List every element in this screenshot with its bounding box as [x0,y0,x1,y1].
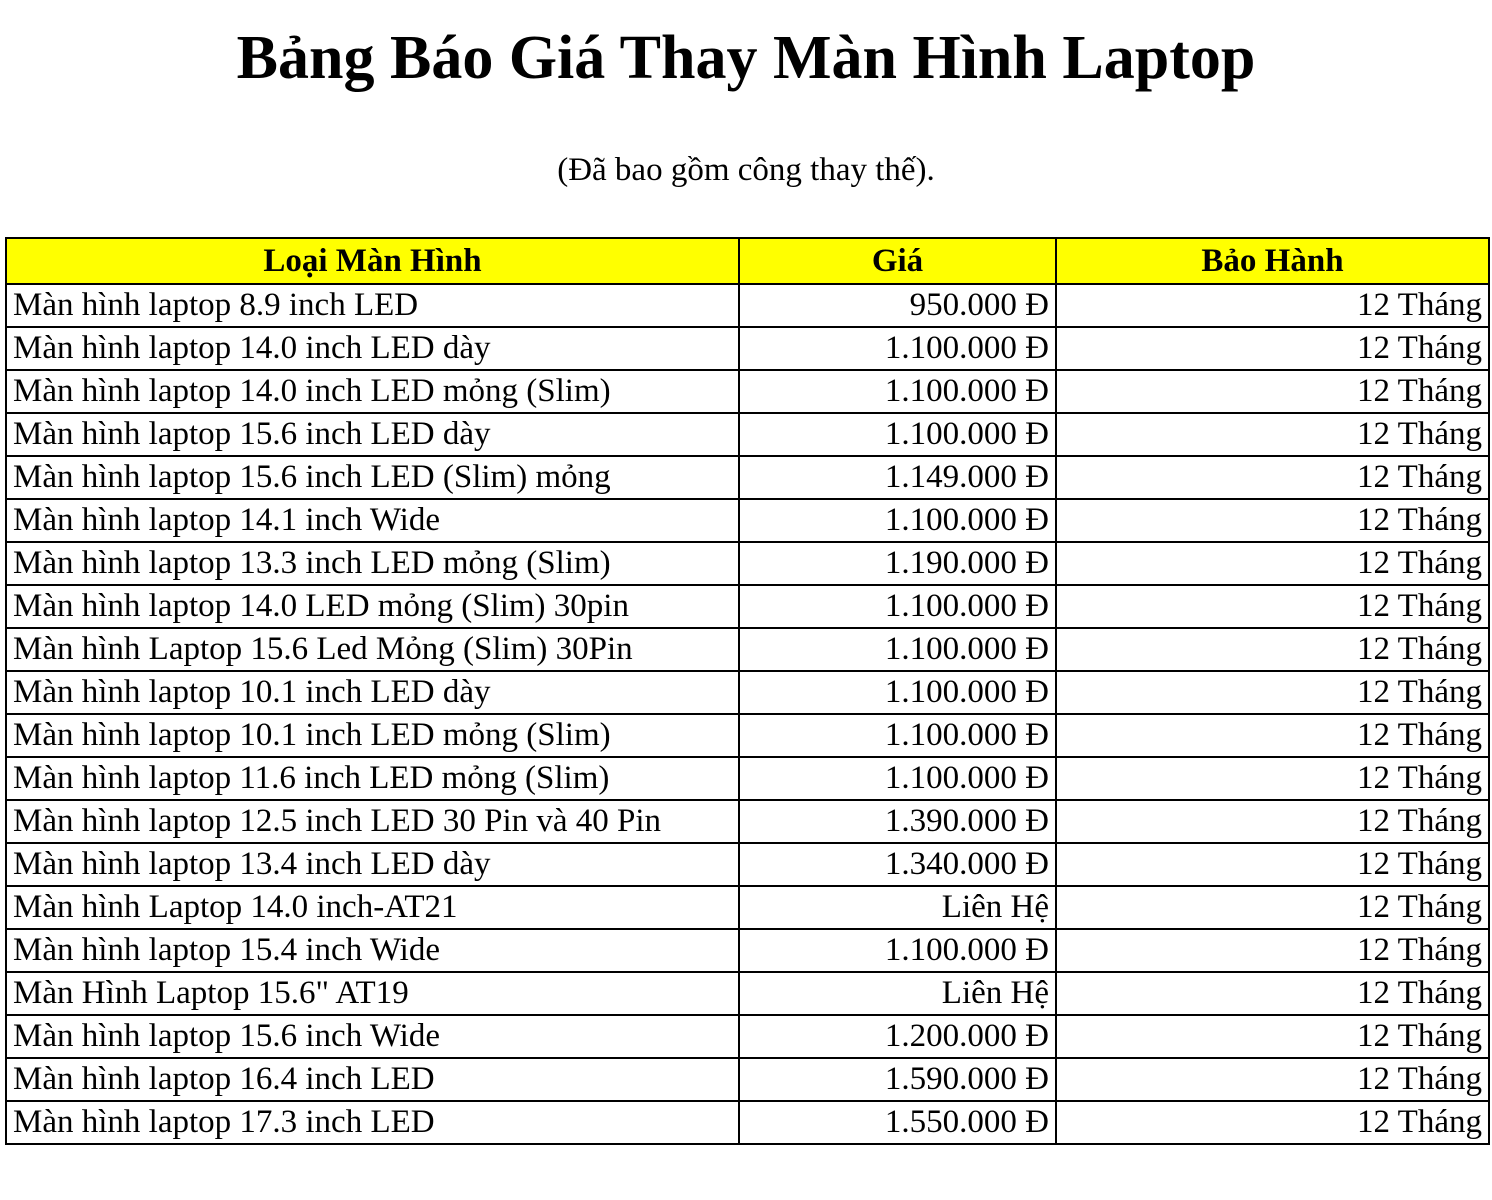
table-row [6,714,1489,757]
warranty-cell: 12 Tháng [1056,327,1489,370]
screen-type-cell: Màn hình laptop 13.4 inch LED dày [6,843,739,886]
screen-type-cell: Màn hình laptop 8.9 inch LED [6,284,739,327]
warranty-cell: 12 Tháng [1056,370,1489,413]
table-row [6,370,1489,413]
warranty-cell: 12 Tháng [1056,628,1489,671]
screen-type-cell: Màn hình Laptop 14.0 inch-AT21 [6,886,739,929]
price-table-header [6,238,1489,284]
warranty-cell: 12 Tháng [1056,284,1489,327]
table-row [6,972,1489,1015]
price-cell: 1.100.000 Đ [739,628,1056,671]
warranty-cell: 12 Tháng [1056,714,1489,757]
price-cell: 1.100.000 Đ [739,499,1056,542]
warranty-cell: 12 Tháng [1056,843,1489,886]
screen-type-cell: Màn hình laptop 16.4 inch LED [6,1058,739,1101]
table-row [6,843,1489,886]
price-cell: 1.100.000 Đ [739,671,1056,714]
table-row [6,499,1489,542]
warranty-cell: 12 Tháng [1056,585,1489,628]
table-row [6,757,1489,800]
screen-type-cell: Màn hình laptop 15.6 inch Wide [6,1015,739,1058]
table-row [6,327,1489,370]
table-row [6,284,1489,327]
price-cell: 1.200.000 Đ [739,1015,1056,1058]
price-cell: 1.590.000 Đ [739,1058,1056,1101]
price-cell: 1.190.000 Đ [739,542,1056,585]
price-cell: 1.100.000 Đ [739,714,1056,757]
price-cell: 1.100.000 Đ [739,757,1056,800]
warranty-cell: 12 Tháng [1056,1058,1489,1101]
table-row [6,456,1489,499]
column-header-screen-type: Loại Màn Hình [6,238,739,284]
warranty-cell: 12 Tháng [1056,886,1489,929]
screen-type-cell: Màn hình laptop 10.1 inch LED dày [6,671,739,714]
price-cell: 1.100.000 Đ [739,370,1056,413]
warranty-cell: 12 Tháng [1056,929,1489,972]
warranty-cell: 12 Tháng [1056,542,1489,585]
warranty-cell: 12 Tháng [1056,1015,1489,1058]
price-cell: Liên Hệ [739,972,1056,1015]
price-cell: 1.390.000 Đ [739,800,1056,843]
price-cell: 950.000 Đ [739,284,1056,327]
screen-type-cell: Màn hình laptop 14.0 inch LED mỏng (Slim) [6,370,739,413]
page-subtitle: (Đã bao gồm công thay thế). [557,152,935,188]
screen-type-cell: Màn hình laptop 10.1 inch LED mỏng (Slim) [6,714,739,757]
table-row [6,628,1489,671]
price-table-body [6,284,1489,1144]
screen-type-cell: Màn hình laptop 14.0 inch LED dày [6,327,739,370]
table-row [6,800,1489,843]
screen-type-cell: Màn hình laptop 11.6 inch LED mỏng (Slim) [6,757,739,800]
column-header-warranty: Bảo Hành [1056,238,1489,284]
screen-type-cell: Màn hình laptop 14.1 inch Wide [6,499,739,542]
table-row [6,542,1489,585]
screen-type-cell: Màn hình laptop 17.3 inch LED [6,1101,739,1144]
price-cell: 1.149.000 Đ [739,456,1056,499]
warranty-cell: 12 Tháng [1056,499,1489,542]
warranty-cell: 12 Tháng [1056,413,1489,456]
warranty-cell: 12 Tháng [1056,1101,1489,1144]
screen-type-cell: Màn hình laptop 14.0 LED mỏng (Slim) 30pin [6,585,739,628]
warranty-cell: 12 Tháng [1056,456,1489,499]
price-cell: 1.100.000 Đ [739,585,1056,628]
table-row [6,585,1489,628]
warranty-cell: 12 Tháng [1056,800,1489,843]
warranty-cell: 12 Tháng [1056,972,1489,1015]
screen-type-cell: Màn hình Laptop 15.6 Led Mỏng (Slim) 30Pin [6,628,739,671]
price-cell: 1.340.000 Đ [739,843,1056,886]
page-title: Bảng Báo Giá Thay Màn Hình Laptop [236,24,1256,92]
header-row [6,238,1489,284]
price-cell: 1.100.000 Đ [739,413,1056,456]
screen-type-cell: Màn hình laptop 15.6 inch LED dày [6,413,739,456]
warranty-cell: 12 Tháng [1056,671,1489,714]
table-row [6,886,1489,929]
table-row [6,1058,1489,1101]
screen-type-cell: Màn hình laptop 15.4 inch Wide [6,929,739,972]
table-row [6,671,1489,714]
screen-type-cell: Màn Hình Laptop 15.6" AT19 [6,972,739,1015]
table-row [6,929,1489,972]
table-row [6,1015,1489,1058]
screen-type-cell: Màn hình laptop 12.5 inch LED 30 Pin và 40 Pin [6,800,739,843]
screen-type-cell: Màn hình laptop 13.3 inch LED mỏng (Slim) [6,542,739,585]
warranty-cell: 12 Tháng [1056,757,1489,800]
table-row [6,413,1489,456]
price-table [5,237,1490,1145]
screen-type-cell: Màn hình laptop 15.6 inch LED (Slim) mỏng [6,456,739,499]
price-cell: Liên Hệ [739,886,1056,929]
price-cell: 1.100.000 Đ [739,327,1056,370]
table-row [6,1101,1489,1144]
column-header-price: Giá [739,238,1056,284]
price-cell: 1.550.000 Đ [739,1101,1056,1144]
price-cell: 1.100.000 Đ [739,929,1056,972]
